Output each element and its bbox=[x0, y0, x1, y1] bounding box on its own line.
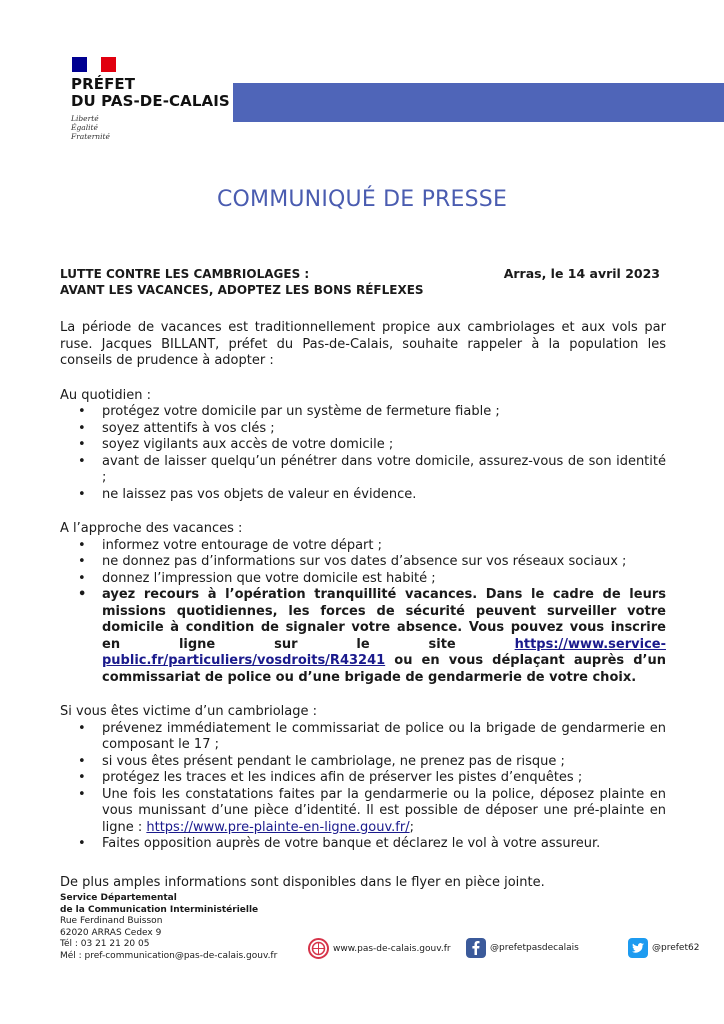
brand-line-2: DU PAS-DE-CALAIS bbox=[71, 92, 230, 110]
list-item: • donnez l’impression que votre domicile est habité ; bbox=[102, 571, 666, 588]
press-release-body bbox=[60, 266, 666, 891]
header-band bbox=[233, 83, 724, 122]
twitter-contact[interactable] bbox=[628, 938, 699, 958]
contact-email[interactable]: Mél : pref-communication@pas-de-calais.gouv.fr bbox=[60, 950, 278, 961]
headline bbox=[60, 266, 666, 298]
page-title: COMMUNIQUÉ DE PRESSE bbox=[216, 187, 508, 212]
address-line-2: 62020 ARRAS Cedex 9 bbox=[60, 927, 162, 938]
list-item-plainte bbox=[102, 787, 666, 837]
list-item: • Faites opposition auprès de votre banque et déclarez le vol à votre assureur. bbox=[102, 836, 666, 853]
list-item: • ne laissez pas vos objets de valeur en évidence. bbox=[102, 487, 666, 504]
section-heading-quotidien: Au quotidien : bbox=[60, 387, 152, 403]
section-heading-vacances: A l’approche des vacances : bbox=[60, 521, 243, 536]
marianne-flag-logo bbox=[72, 57, 116, 72]
list-item-tranquillite-vacances bbox=[102, 587, 666, 686]
phone-number: Tél : 03 21 21 20 05 bbox=[60, 939, 150, 949]
twitter-icon bbox=[628, 938, 648, 958]
website-url[interactable]: www.pas-de-calais.gouv.fr bbox=[333, 943, 451, 954]
motto-egalite: Égalité bbox=[71, 123, 98, 132]
service-name-2: de la Communication Interministérielle bbox=[60, 904, 259, 915]
twitter-handle[interactable]: @prefet62 bbox=[652, 943, 700, 953]
list-item: • protégez votre domicile par un système de fermeture fiable ; bbox=[102, 404, 666, 421]
list-item: • protégez les traces et les indices afin de préserver les pistes d’enquêtes ; bbox=[102, 770, 666, 787]
list-vacances bbox=[60, 538, 666, 687]
address-line-1: Rue Ferdinand Buisson bbox=[60, 916, 163, 926]
list-item: • prévenez immédiatement le commissariat de police ou la brigade de gendarmerie en composant le 17 ; bbox=[102, 721, 666, 754]
facebook-handle[interactable]: @prefetpasdecalais bbox=[490, 943, 579, 953]
conclusion-paragraph: De plus amples informations sont disponibles dans le flyer en pièce jointe. bbox=[60, 874, 545, 890]
list-item: • informez votre entourage de votre départ ; bbox=[102, 538, 666, 555]
plainte-tail: ; bbox=[409, 819, 415, 835]
prefecture-brand bbox=[71, 76, 230, 141]
contact-footer bbox=[60, 893, 277, 962]
list-victime bbox=[60, 721, 666, 853]
list-item: • soyez vigilants aux accès de votre domicile ; bbox=[102, 437, 666, 454]
service-name-1: Service Départemental bbox=[60, 893, 177, 903]
headline-line-2: AVANT LES VACANCES, ADOPTEZ LES BONS RÉFLEXES bbox=[60, 283, 424, 297]
motto-fraternite: Fraternité bbox=[71, 132, 110, 141]
facebook-icon bbox=[466, 938, 486, 958]
motto-liberte: Liberté bbox=[71, 114, 99, 123]
section-heading-victime: Si vous êtes victime d’un cambriolage : bbox=[60, 704, 318, 719]
website-icon bbox=[308, 938, 329, 959]
brand-line-1: PRÉFET bbox=[71, 75, 136, 93]
headline-line-1: LUTTE CONTRE LES CAMBRIOLAGES : bbox=[60, 267, 310, 281]
release-date: Arras, le 14 avril 2023 bbox=[503, 266, 660, 281]
list-item: • avant de laisser quelqu’un pénétrer dans votre domicile, assurez-vous de son identité ; bbox=[102, 454, 666, 487]
intro-paragraph: La période de vacances est traditionnellement propice aux cambriolages et aux vols par ruse. Jacques BILLANT, préfet du Pas-de-Calais, souhaite rappeler à la population les conseils de prudence à adopter : bbox=[60, 320, 666, 368]
list-quotidien bbox=[60, 404, 666, 503]
tranquillite-text: ayez recours à l’opération tranquillité vacances. Dans le cadre de leurs missions quotidiennes, les forces de sécurité peuvent surveiller votre domicile à condition de signaler votre absence. Vous pouvez vous inscrire en ligne sur le site bbox=[102, 587, 666, 652]
list-item: • si vous êtes présent pendant le cambriolage, ne prenez pas de risque ; bbox=[102, 754, 666, 771]
republic-motto bbox=[71, 114, 230, 141]
service-public-link[interactable]: https://www.service-public.fr/particuliers/vosdroits/R43241 bbox=[102, 636, 666, 668]
plainte-text: Une fois les constatations faites par la gendarmerie ou la police, déposez plainte en vous munissant d’une pièce d’identité. Il est possible de déposer une pré-plainte en ligne : bbox=[102, 786, 666, 835]
facebook-contact[interactable] bbox=[466, 938, 579, 958]
website-contact[interactable] bbox=[308, 938, 451, 959]
list-item: • ne donnez pas d’informations sur vos dates d’absence sur vos réseaux sociaux ; bbox=[102, 554, 666, 571]
pre-plainte-link[interactable]: https://www.pre-plainte-en-ligne.gouv.fr/ bbox=[146, 819, 410, 835]
list-item: • soyez attentifs à vos clés ; bbox=[102, 421, 666, 438]
tranquillite-tail: ou en vous déplaçant auprès d’un commissariat de police ou d’une brigade de gendarmerie de votre choix. bbox=[102, 653, 666, 685]
